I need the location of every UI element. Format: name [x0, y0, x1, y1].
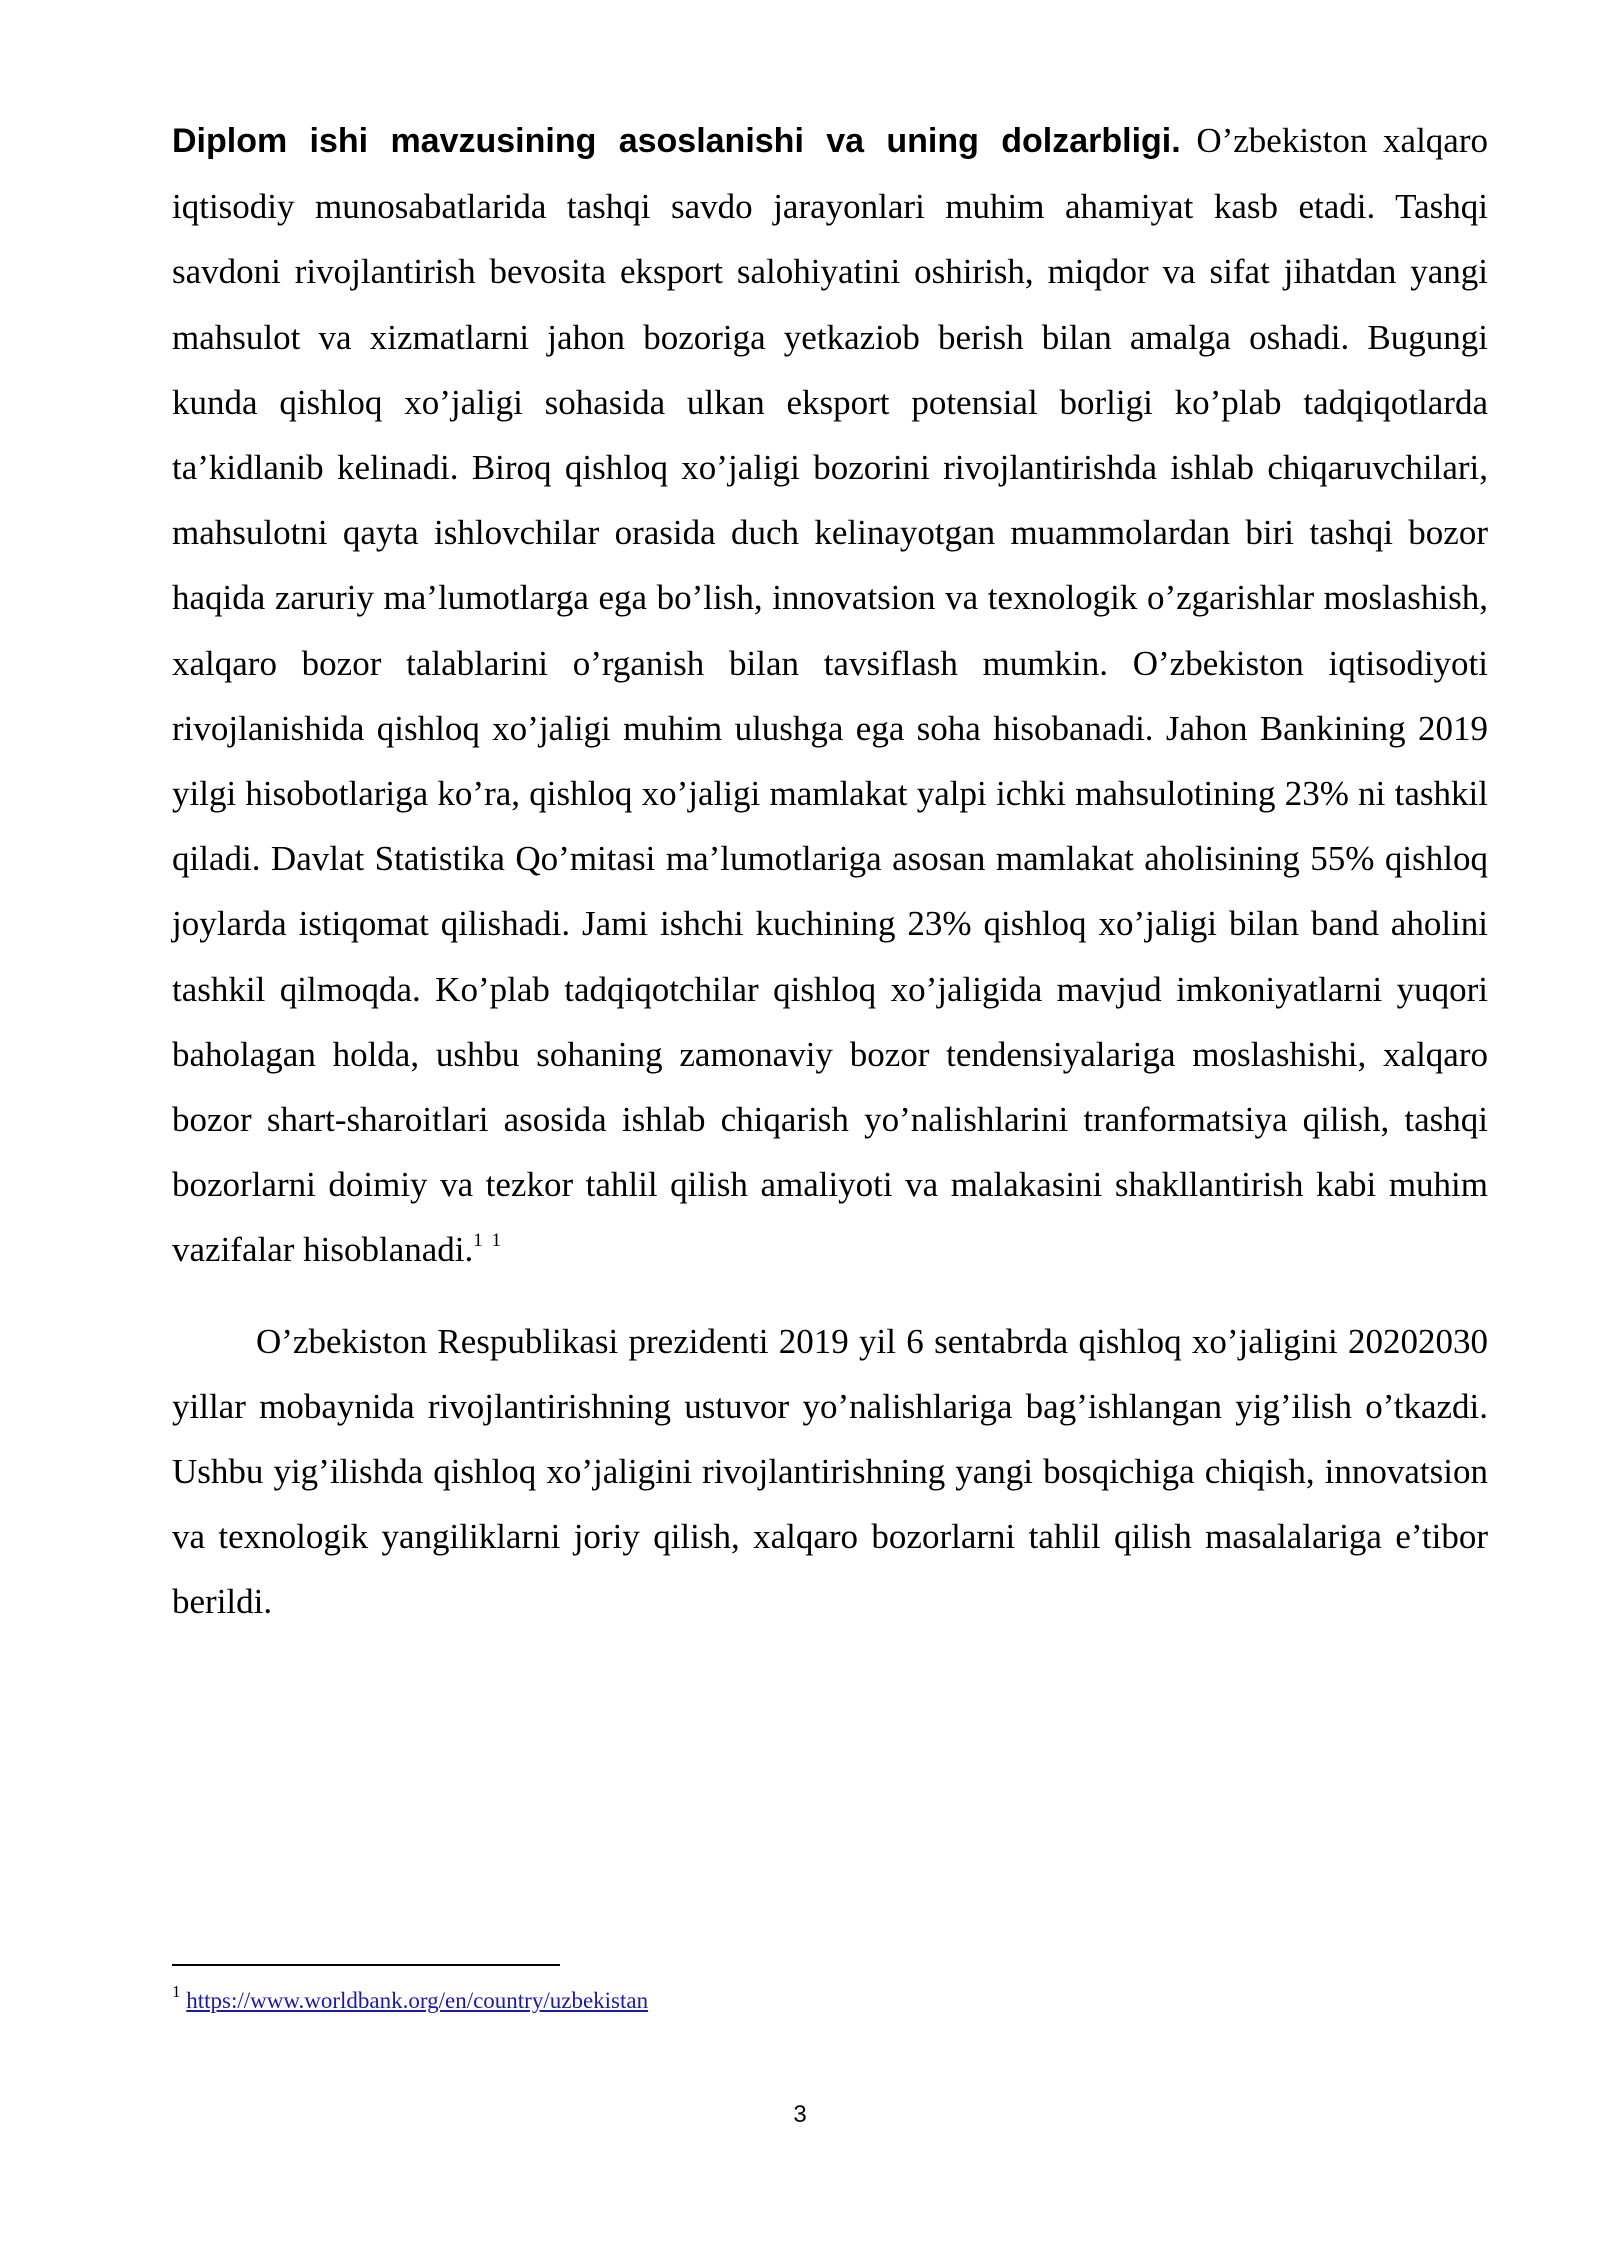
paragraph-1 [172, 108, 1488, 1283]
page-number: 3 [793, 2101, 807, 2128]
paragraph-1-text: O’zbekiston xalqaro iqtisodiy munosabatlarida tashqi savdo jarayonlari muhim ahamiyat kasb etadi. Tashqi savdoni rivojlantirish bevosita eksport salohiyatini oshirish, miqdor va sifat jihatdan yangi mahsulot va xizmatlarni jahon bozoriga yetkaziob berish bilan amalga oshadi. Bugungi kunda qishloq xo’jaligi sohasida ulkan eksport potensial borligi ko’plab tadqiqotlarda ta’kidlanib kelinadi. Biroq qishloq xo’jaligi bozorini rivojlantirishda ishlab chiqaruvchilari, mahsulotni qayta ishlovchilar orasida duch kelinayotgan muammolardan biri tashqi bozor haqida zaruriy ma’lumotlarga ega bo’lish, innovatsion va texnologik o’zgarishlar moslashish, xalqaro bozor talablarini o’rganish bilan tavsiflash mumkin. O’zbekiston iqtisodiyoti rivojlanishida qishloq xo’jaligi muhim ulushga ega soha hisobanadi. Jahon Bankining 2019 yilgi hisobotlariga ko’ra, qishloq xo’jaligi mamlakat yalpi ichki mahsulotining 23% ni tashkil qiladi. Davlat Statistika Qo’mitasi ma’lumotlariga asosan mamlakat aholisining 55% qishloq joylarda istiqomat qilishadi. Jami ishchi kuchining 23% qishloq xo’jaligi bilan band aholini tashkil qilmoqda. Ko’plab tadqiqotchilar qishloq xo’jaligida mavjud imkoniyatlarni yuqori baholagan holda, ushbu sohaning zamonaviy bozor tendensiyalariga moslashishi, xalqaro bozor shart-sharoitlari asosida ishlab chiqarish yo’nalishlarini tranformatsiya qilish, tashqi bozorlarni doimiy va tezkor tahlil qilish amaliyoti va malakasini shakllantirish kabi muhim vazifalar hisoblanadi. [172, 121, 1488, 1270]
paragraph-2: O’zbekiston Respublikasi prezidenti 2019 yil 6 sentabrda qishloq xo’jaligini 20202030 yillar mobaynida rivojlantirishning ustuvor yo’nalishlariga bag’ishlangan yig’ilish o’tkazdi. Ushbu yig’ilishda qishloq xo’jaligini rivojlantirishning yangi bosqichiga chiqish, innovatsion va texnologik yangiliklarni joriy qilish, xalqaro bozorlarni tahlil qilish masalalariga e’tibor berildi. [172, 1321, 1488, 1622]
footnote-reference[interactable]: 1 [473, 1229, 483, 1251]
footnote-link[interactable]: https://www.worldbank.org/en/country/uzbekistan [186, 1988, 649, 2013]
footnote [172, 1982, 649, 2016]
section-lead-heading: Diplom ishi mavzusining asoslanishi va uning dolzarbligi. [172, 122, 1181, 160]
footnote-number: 1 [172, 1982, 181, 2002]
footnote-separator [172, 1964, 560, 1966]
body-text [172, 108, 1488, 1635]
footnote-reference-mark: 1 [491, 1229, 502, 1251]
